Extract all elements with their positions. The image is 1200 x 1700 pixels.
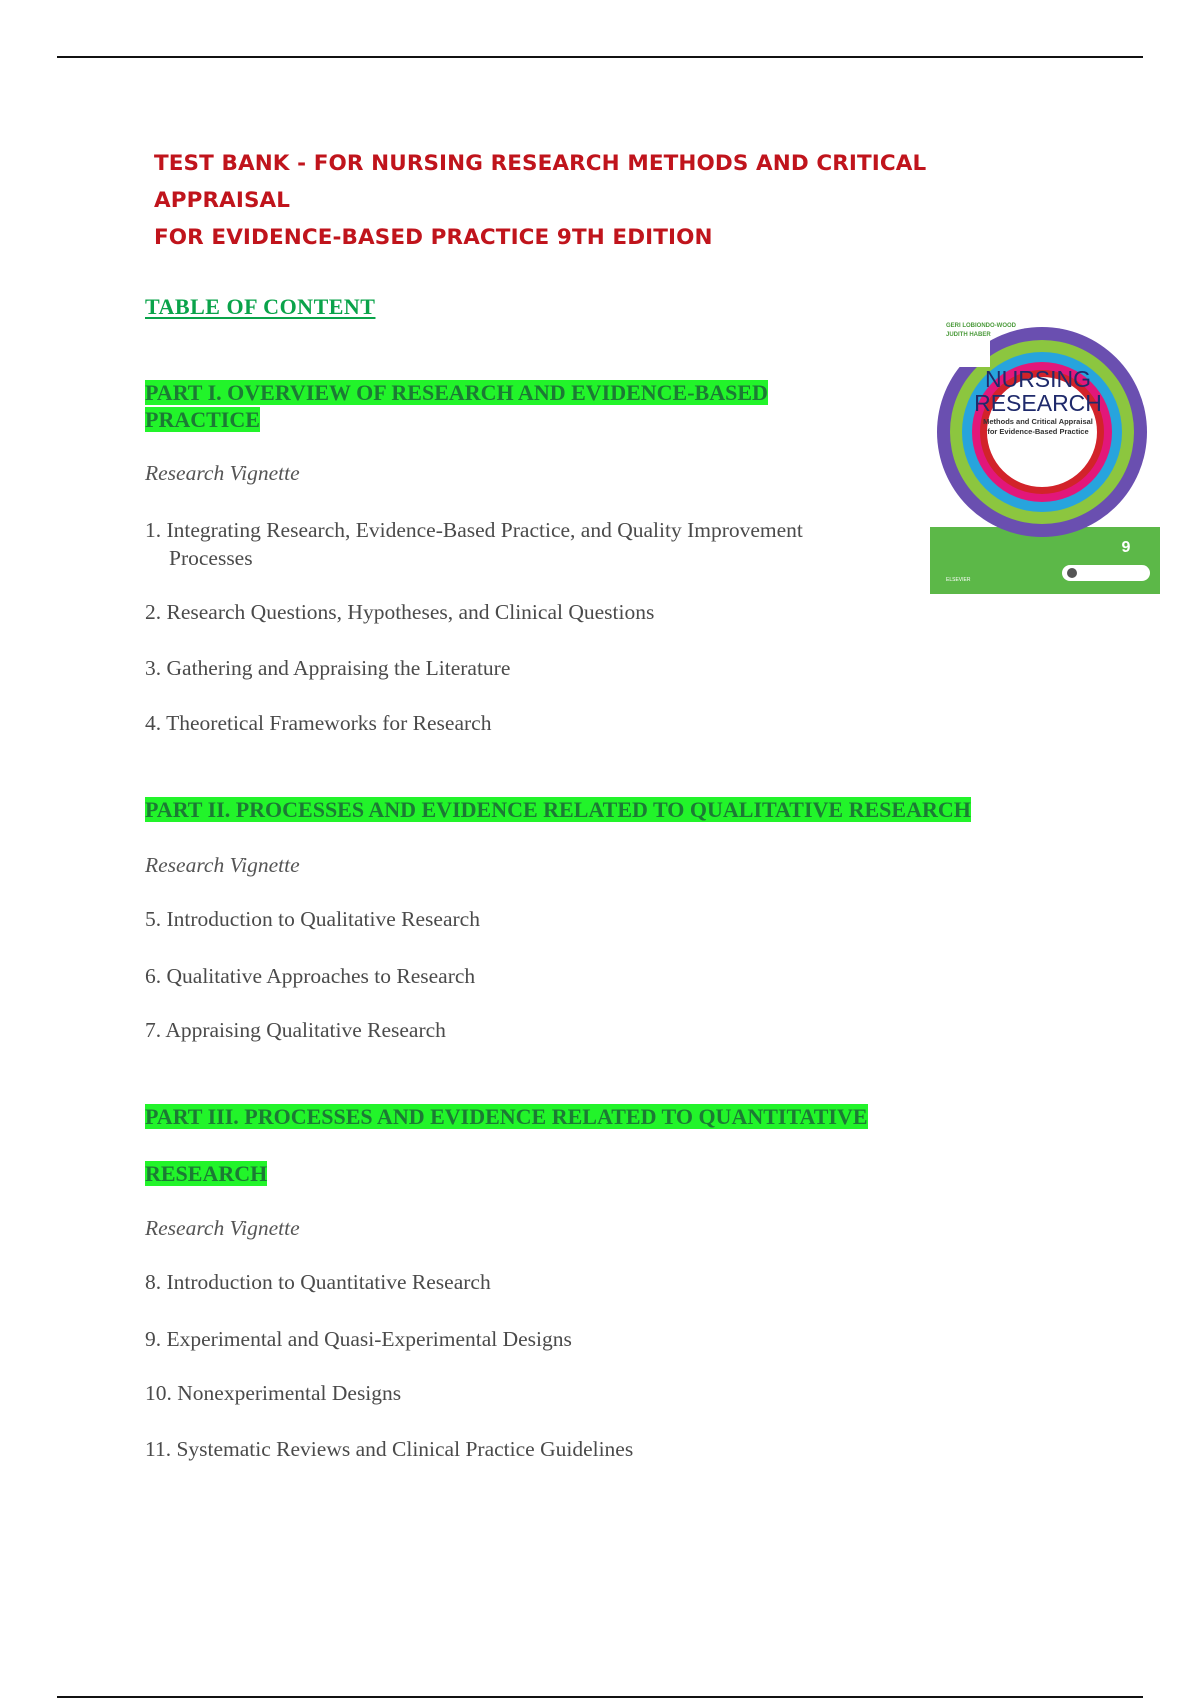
part-2-heading-line-1: PART II. PROCESSES AND EVIDENCE RELATED TO QUALITATIVE RESEARCH — [145, 797, 971, 822]
document-title — [154, 145, 1014, 256]
top-rule — [57, 56, 1143, 58]
document-title-line-2: FOR EVIDENCE-BASED PRACTICE 9TH EDITION — [154, 225, 713, 250]
cover-authors-2: JUDITH HABER — [946, 332, 991, 338]
book-cover-art — [930, 307, 1160, 594]
part-3-heading-line-2: RESEARCH — [145, 1161, 268, 1186]
chapter-11: 11. Systematic Reviews and Clinical Practice Guidelines — [145, 1437, 634, 1461]
book-cover-image — [930, 307, 1160, 594]
part-1-heading-line-2: PRACTICE — [145, 407, 260, 432]
part-3-heading-line-1: PART III. PROCESSES AND EVIDENCE RELATED TO QUANTITATIVE — [145, 1104, 868, 1129]
chapter-1-continued: Processes — [169, 546, 253, 570]
part-1-heading-line-1: PART I. OVERVIEW OF RESEARCH AND EVIDENCE-BASED — [145, 380, 768, 405]
chapter-8: 8. Introduction to Quantitative Research — [145, 1270, 491, 1294]
cover-subtitle-1: Methods and Critical Appraisal — [983, 417, 1093, 426]
chapter-1: 1. Integrating Research, Evidence-Based Practice, and Quality Improvement — [145, 518, 803, 542]
cover-logo-icon — [1067, 568, 1077, 578]
part-2-heading — [145, 796, 971, 823]
part-3-vignette: Research Vignette — [145, 1216, 300, 1240]
cover-authors-1: GERI LOBIONDO-WOOD — [946, 323, 1016, 329]
chapter-2: 2. Research Questions, Hypotheses, and Clinical Questions — [145, 600, 655, 624]
chapter-10: 10. Nonexperimental Designs — [145, 1381, 402, 1405]
part-1-heading — [145, 379, 768, 433]
chapter-3: 3. Gathering and Appraising the Literature — [145, 656, 511, 680]
cover-title-2: RESEARCH — [974, 390, 1102, 416]
part-3-heading-line-2-wrap — [145, 1160, 267, 1187]
part-2-vignette: Research Vignette — [145, 853, 300, 877]
part-1-vignette: Research Vignette — [145, 461, 300, 485]
bottom-rule — [57, 1696, 1143, 1698]
cover-title-1: NURSING — [984, 366, 1092, 392]
chapter-6: 6. Qualitative Approaches to Research — [145, 964, 476, 988]
chapter-4: 4. Theoretical Frameworks for Research — [145, 711, 492, 735]
chapter-5: 5. Introduction to Qualitative Research — [145, 907, 480, 931]
document-title-line-1: TEST BANK - FOR NURSING RESEARCH METHODS AND CRITICAL APPRAISAL — [154, 151, 927, 213]
cover-edition: 9 — [1121, 539, 1131, 556]
part-3-heading-line-1-wrap — [145, 1103, 868, 1130]
chapter-7: 7. Appraising Qualitative Research — [145, 1018, 446, 1042]
cover-publisher: ELSEVIER — [946, 577, 971, 583]
toc-heading: TABLE OF CONTENT — [145, 294, 376, 319]
cover-subtitle-2: for Evidence-Based Practice — [987, 427, 1089, 436]
chapter-9: 9. Experimental and Quasi-Experimental Designs — [145, 1327, 572, 1351]
